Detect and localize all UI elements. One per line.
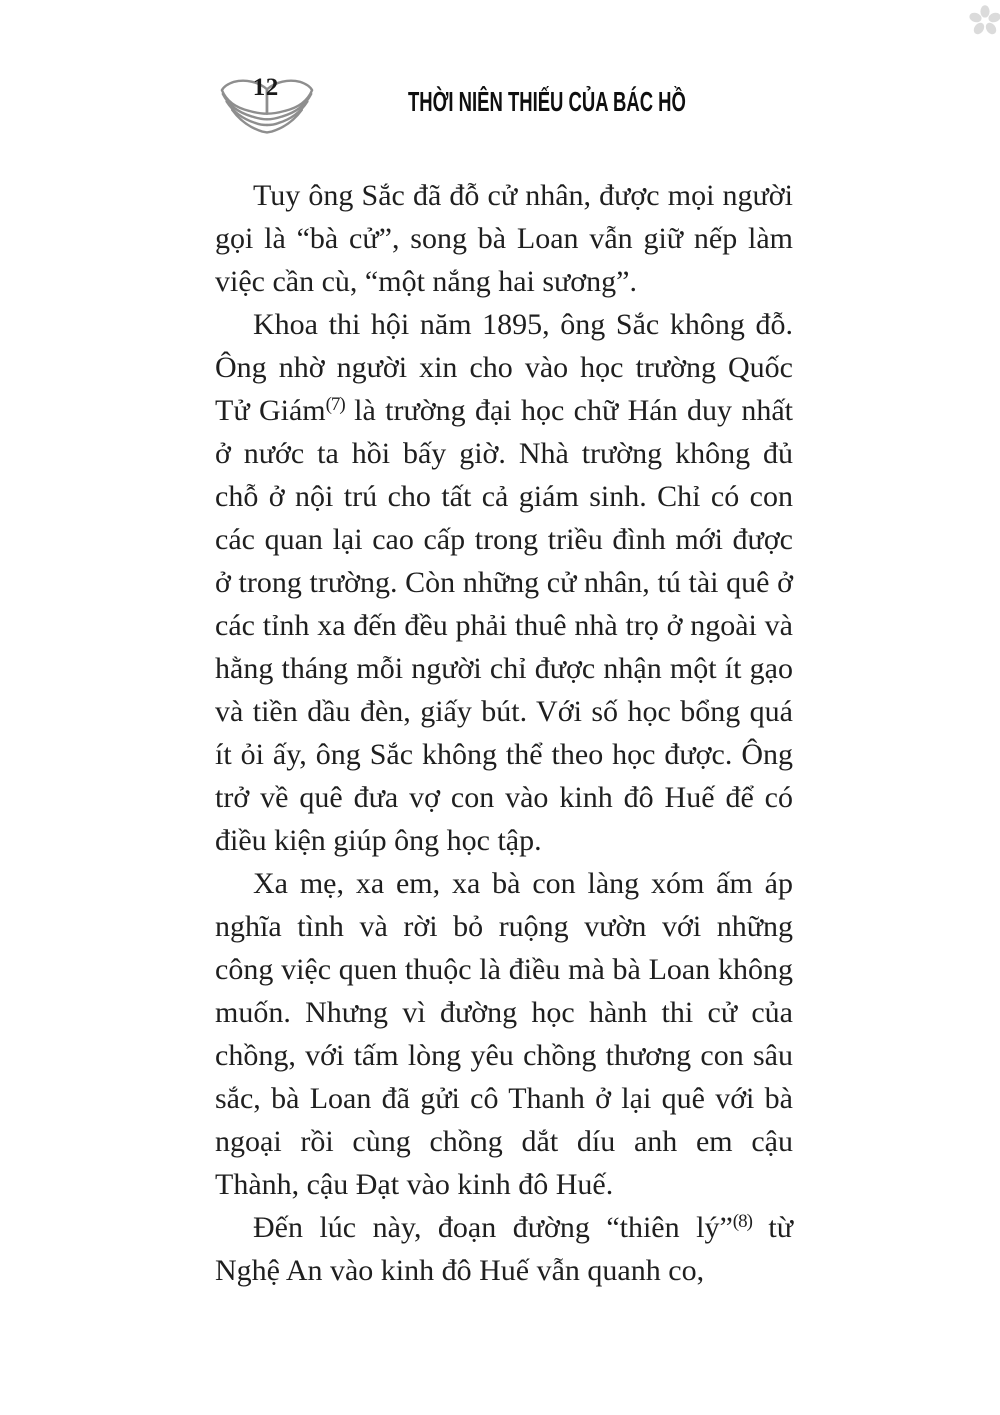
page-body — [215, 174, 793, 1292]
open-book-icon — [220, 72, 314, 140]
paragraph-4: Đến lúc này, đoạn đường “thiên lý”$^{(8)}$ từ Nghệ An vào kinh đô Huế vẫn quanh co, — [215, 1211, 793, 1287]
footnote-marker: (8) — [732, 1211, 752, 1232]
footnote-marker: (7) — [325, 394, 345, 415]
flower-watermark-icon — [968, 4, 1000, 38]
paragraph-2: Khoa thi hội năm 1895, ông Sắc không đỗ. Ông nhờ người xin cho vào học trường Quốc Tử Giám$^{(7)}$ là trường đại học chữ Hán duy nhất ở nước ta hồi bấy giờ. Nhà trường không đủ chỗ ở nội trú cho tất cả giám sinh. Chỉ có con các quan lại cao cấp trong triều đình mới được ở trong trường. Còn những cử nhân, tú tài quê ở các tỉnh xa đến đều phải thuê nhà trọ ở ngoài và hằng tháng mỗi người chỉ được nhận một ít gạo và tiền dầu đèn, giấy bút. Với số học bổng quá ít ỏi ấy, ông Sắc không thể theo học được. Ông trở về quê đưa vợ con vào kinh đô Huế để có điều kiện giúp ông học tập. — [215, 308, 793, 857]
paragraph-3: Xa mẹ, xa em, xa bà con làng xóm ấm áp nghĩa tình và rời bỏ ruộng vườn với những công việc quen thuộc là điều mà bà Loan không muốn. Nhưng vì đường học hành thi cử của chồng, với tấm lòng yêu chồng thương con sâu sắc, bà Loan đã gửi cô Thanh ở lại quê với bà ngoại rồi cùng chồng dắt díu anh em cậu Thành, cậu Đạt vào kinh đô Huế. — [215, 867, 793, 1201]
page-number: 12 — [252, 74, 279, 101]
running-head-title: THỜI NIÊN THIẾU CỦA BÁC HỒ — [408, 86, 686, 117]
paragraph-1: Tuy ông Sắc đã đỗ cử nhân, được mọi người gọi là “bà cử”, song bà Loan vẫn giữ nếp làm việc cần cù, “một nắng hai sương”. — [215, 179, 793, 298]
